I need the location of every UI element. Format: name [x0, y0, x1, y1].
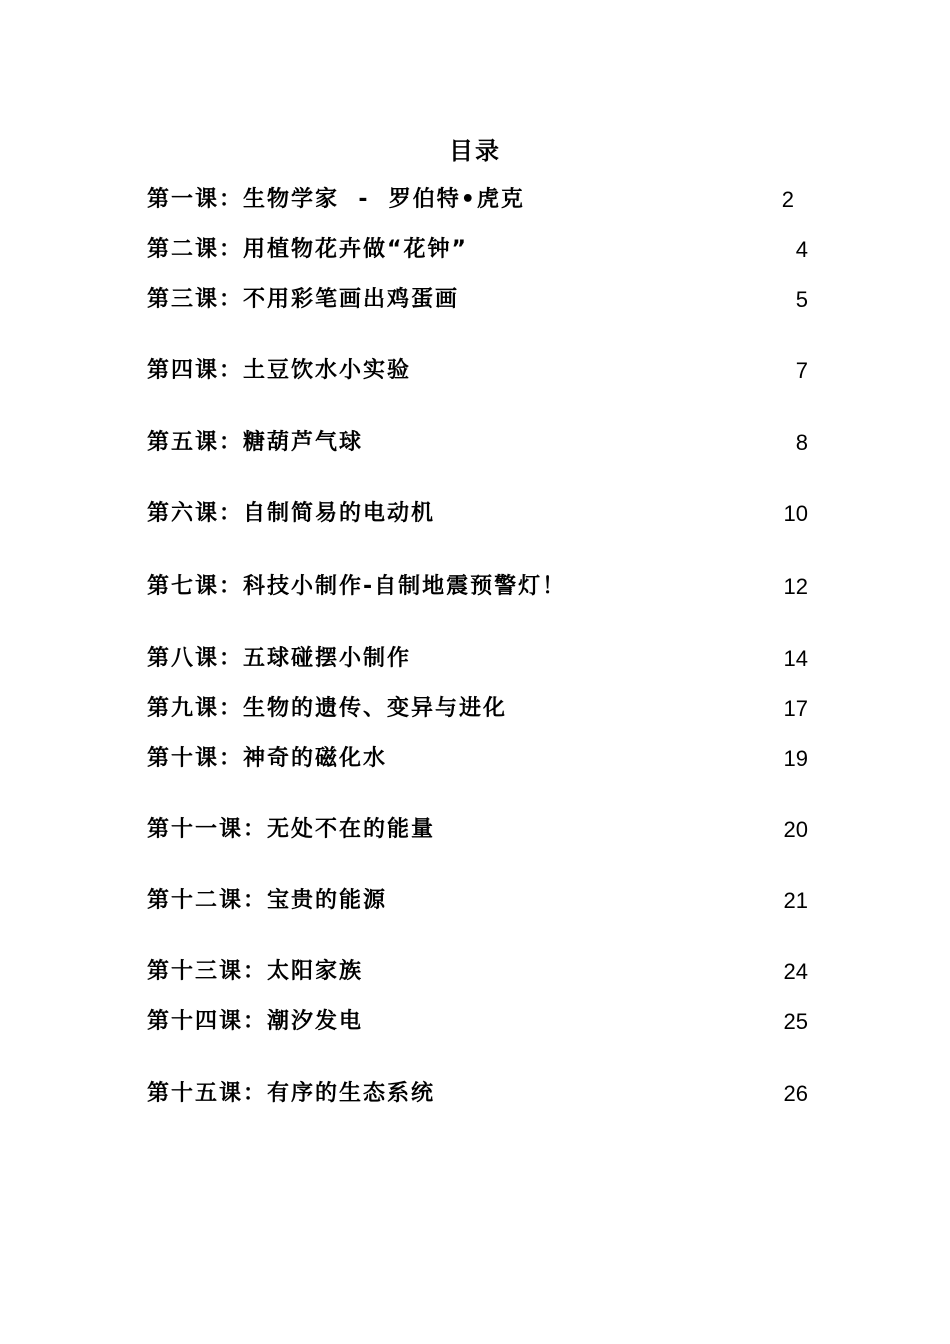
toc-entry-page: 10	[783, 501, 808, 526]
toc-entry-page: 7	[795, 358, 808, 383]
toc-entry-label: 第二课：用植物花卉做“花钟”	[147, 237, 468, 262]
toc-entry	[147, 641, 808, 677]
toc-entry-label: 第十四课：潮汐发电	[147, 1009, 364, 1034]
toc-entry	[147, 425, 808, 461]
toc-entry-page: 26	[783, 1081, 808, 1106]
toc-entry-page: 19	[783, 746, 808, 771]
toc-entry-page: 20	[783, 817, 808, 842]
toc-entry-label: 第九课：生物的遗传、变异与进化	[147, 696, 508, 721]
toc-entry	[147, 741, 808, 777]
toc-entry	[147, 954, 808, 990]
toc-entry-label: 第八课：五球碰摆小制作	[147, 646, 412, 671]
toc-entry-page: 25	[783, 1009, 808, 1034]
toc-entry-label: 第一课：生物学家 - 罗伯特•虎克	[147, 187, 525, 212]
toc-entry	[147, 353, 808, 389]
toc-entry-label: 第六课：自制简易的电动机	[147, 501, 436, 526]
toc-entry-label: 第十五课：有序的生态系统	[147, 1081, 436, 1106]
toc-entry-page: 4	[795, 237, 808, 262]
toc-entry	[147, 282, 808, 318]
toc-entry-page: 24	[783, 959, 808, 984]
toc-entry-page: 8	[795, 430, 808, 455]
toc-entry	[147, 812, 808, 848]
toc-entry	[147, 691, 808, 727]
toc-entry-label: 第三课：不用彩笔画出鸡蛋画	[147, 287, 460, 312]
toc-entry	[147, 883, 808, 919]
toc-entry	[147, 496, 808, 532]
toc-entry-label: 第十二课：宝贵的能源	[147, 888, 388, 913]
toc-entry-page: 12	[783, 574, 808, 599]
toc-entry	[147, 1004, 808, 1040]
toc-entry-page: 17	[783, 696, 808, 721]
toc-entry-label: 第七课：科技小制作-自制地震预警灯！	[147, 574, 567, 599]
toc-entry	[147, 182, 808, 218]
toc-entry	[147, 232, 808, 268]
toc-entry	[147, 569, 808, 605]
toc-entry-label: 第五课：糖葫芦气球	[147, 430, 364, 455]
toc-entry-page: 2	[781, 187, 794, 212]
toc-entry-label: 第十课：神奇的磁化水	[147, 746, 388, 771]
toc-entry-page: 21	[783, 888, 808, 913]
toc-entry-label: 第四课：土豆饮水小实验	[147, 358, 412, 383]
toc-entry	[147, 1076, 808, 1112]
toc-entry-page: 14	[783, 646, 808, 671]
toc-entry-label: 第十一课：无处不在的能量	[147, 817, 436, 842]
toc-entry-label: 第十三课：太阳家族	[147, 959, 364, 984]
toc-title: 目录	[449, 137, 501, 165]
toc-entry-page: 5	[795, 287, 808, 312]
